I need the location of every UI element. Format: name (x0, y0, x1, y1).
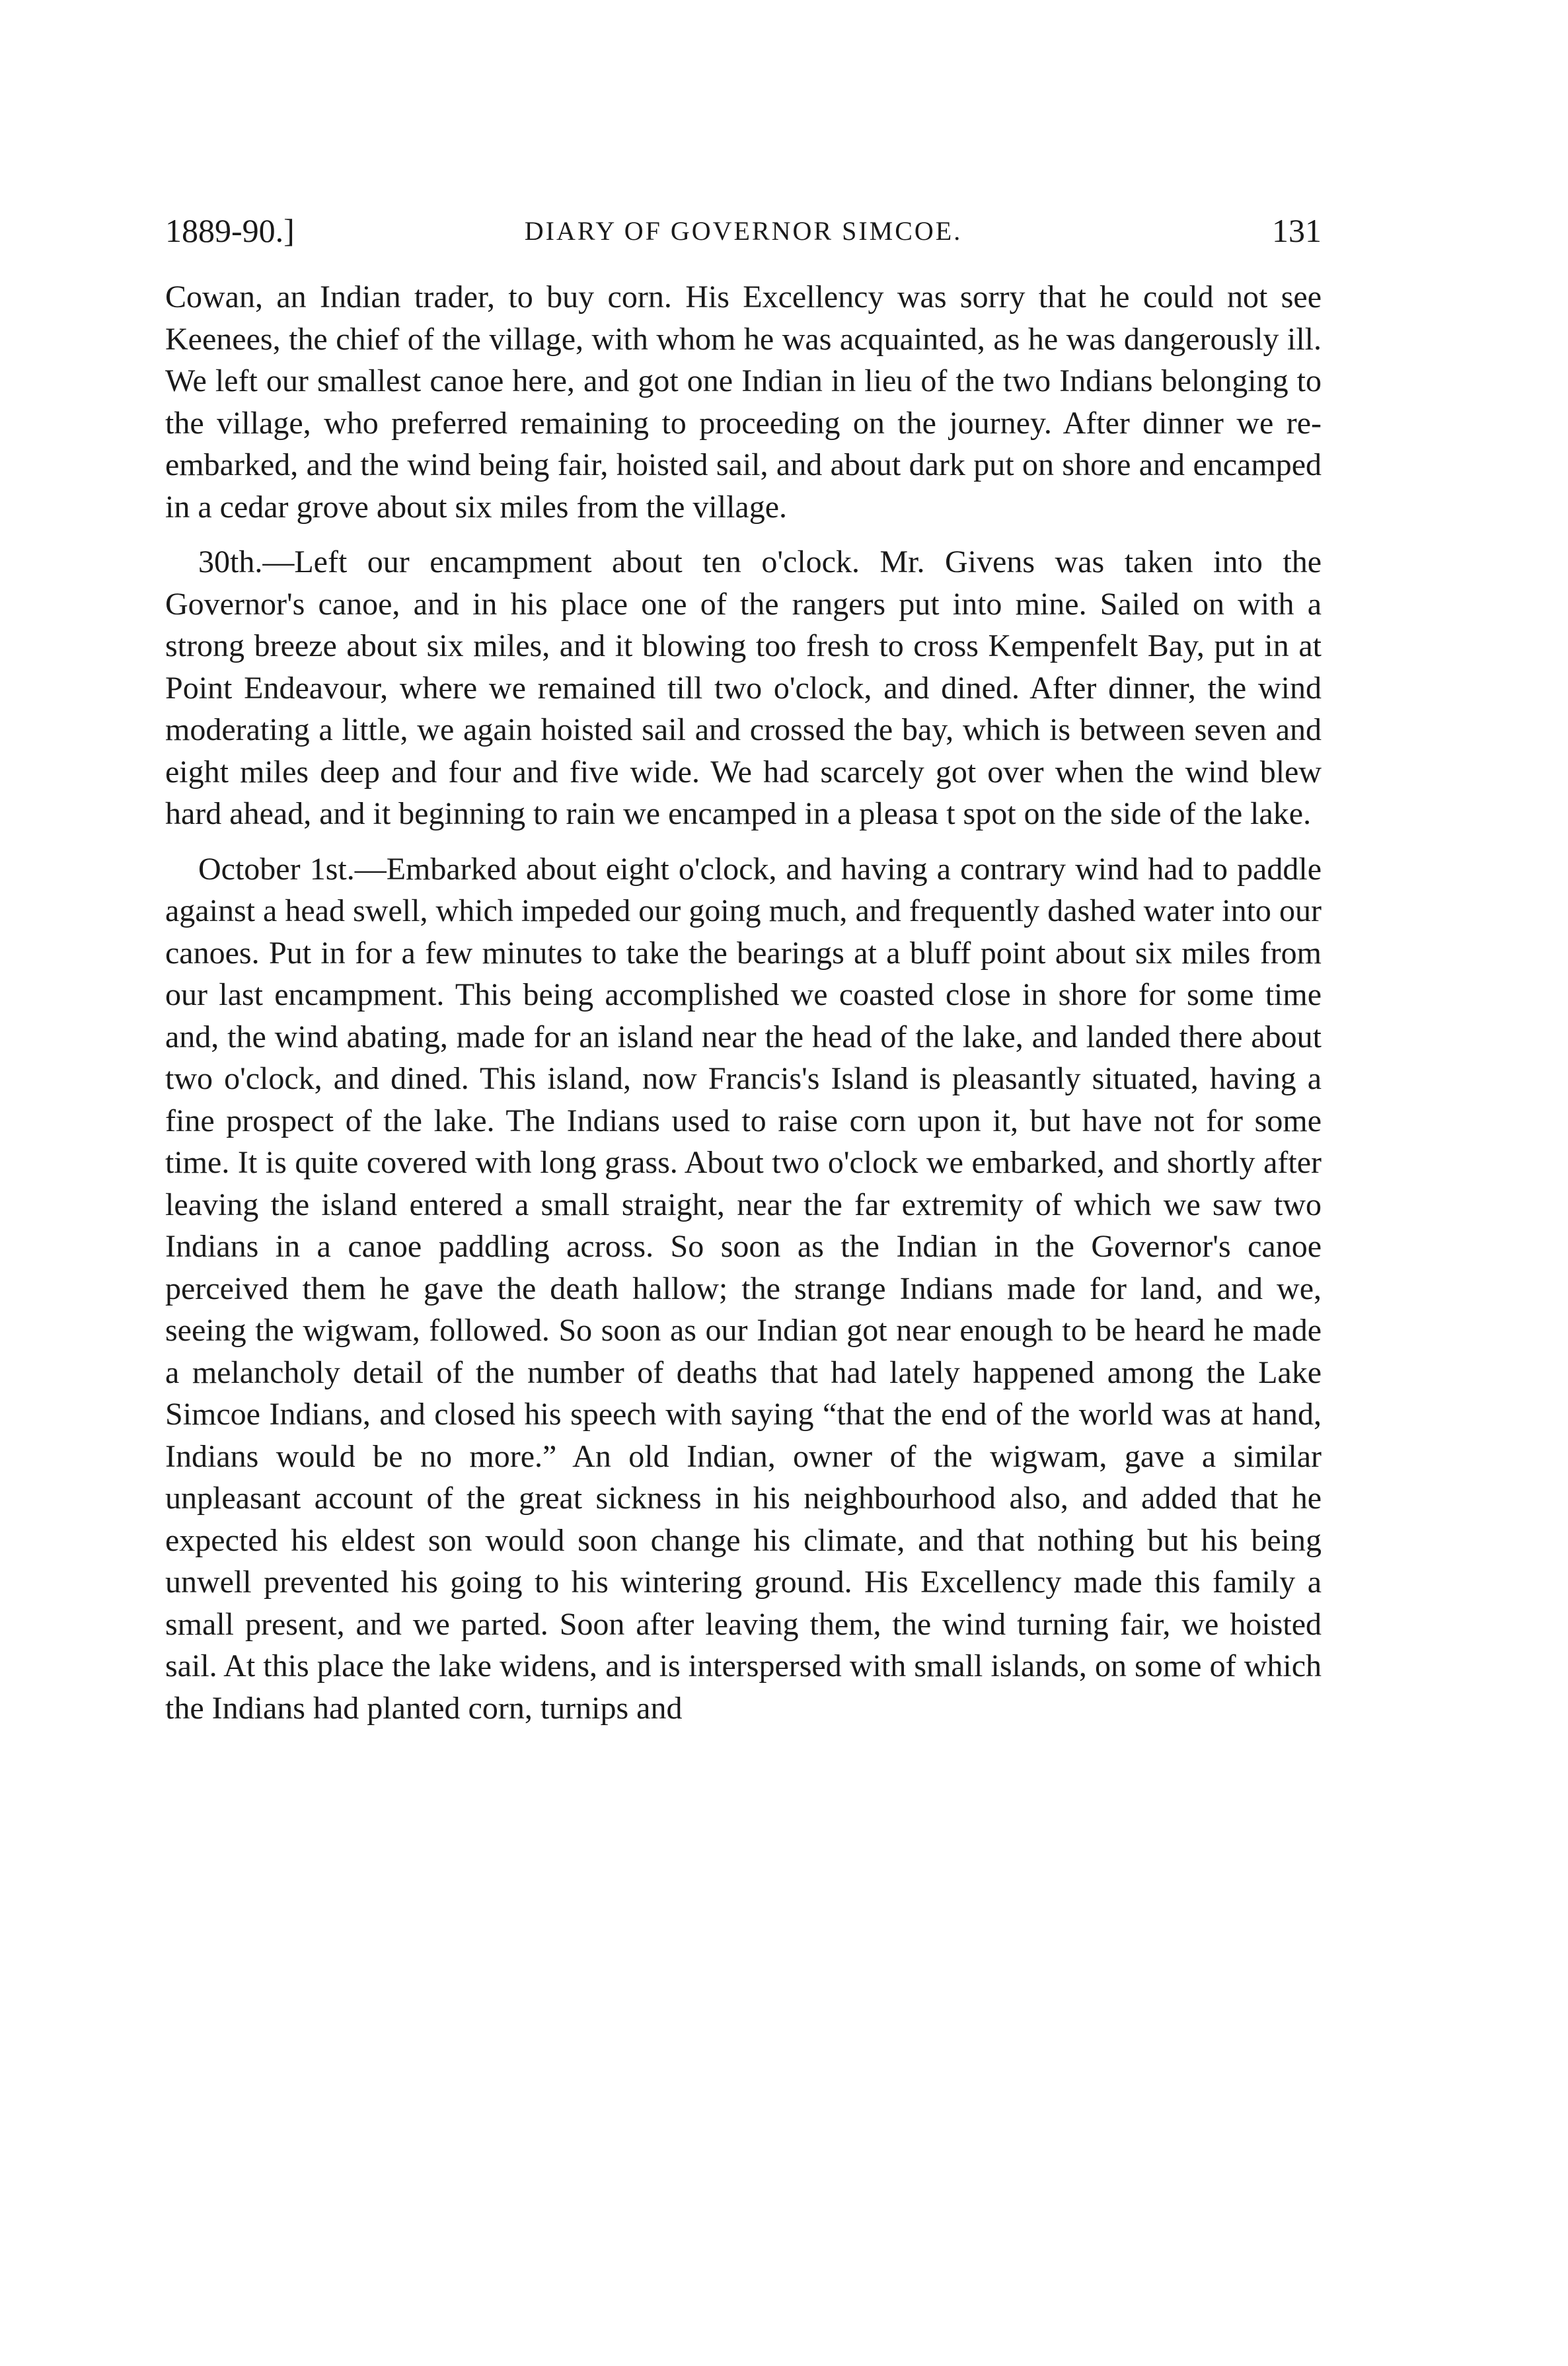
paragraph-continuation: Cowan, an Indian trader, to buy corn. His Excellency was sorry that he could not see Keenees, the chief of the village, with whom he was acquainted, as he was dangerously ill. We left our smallest canoe here, and got one Indian in lieu of the two Indians belonging to the village, who preferred remaining to proceeding on the journey. After dinner we re-embarked, and the wind being fair, hoisted sail, and about dark put on shore and encamped in a cedar grove about six miles from the village. (165, 279, 1322, 525)
paragraph-october-1st: October 1st.—Embarked about eight o'clock, and having a contrary wind had to paddle against a head swell, which impeded our going much, and frequently dashed water into our canoes. Put in for a few minutes to take the bearings at a bluff point about six miles from our last encampment. This being accomplished we coasted close in shore for some time and, the wind abating, made for an island near the head of the lake, and landed there about two o'clock, and dined. This island, now Francis's Island is pleasantly situated, having a fine prospect of the lake. The Indians used to raise corn upon it, but have not for some time. It is quite covered with long grass. About two o'clock we embarked, and shortly after leaving the island entered a small straight, near the far extremity of which we saw two Indians in a canoe paddling across. So soon as the Indian in the Governor's canoe perceived them he gave the death hallow; the strange Indians made for land, and we, seeing the wigwam, followed. So soon as our Indian got near enough to be heard he made a melancholy detail of the number of deaths that had lately happened among the Lake Simcoe Indians, and closed his speech with saying “that the end of the world was at hand, Indians would be no more.” An old Indian, owner of the wigwam, gave a similar unpleasant account of the great sickness in his neighbourhood also, and added that he expected his eldest son would soon change his climate, and that nothing but his being unwell prevented his going to his wintering ground. His Excellency made this family a small present, and we parted. Soon after leaving them, the wind turning fair, we hoisted sail. At this place the lake widens, and is interspersed with small islands, on some of which the Indians had planted corn, turnips and (165, 851, 1322, 1726)
page-number: 131 (1272, 212, 1322, 249)
header-title: DIARY OF GOVERNOR SIMCOE. (524, 216, 963, 246)
running-header (165, 211, 1322, 258)
body-text (165, 276, 1322, 1729)
paragraph-30th: 30th.—Left our encampment about ten o'clock. Mr. Givens was taken into the Governor's canoe, and in his place one of the rangers put into mine. Sailed on with a strong breeze about six miles, and it blowing too fresh to cross Kempenfelt Bay, put in at Point Endeavour, where we remained till two o'clock, and dined. After dinner, the wind moderating a little, we again hoisted sail and crossed the bay, which is between seven and eight miles deep and four and five wide. We had scarcely got over when the wind blew hard ahead, and it beginning to rain we encamped in a pleasa t spot on the side of the lake. (165, 544, 1322, 831)
header-date-range: 1889-90.] (165, 212, 295, 249)
